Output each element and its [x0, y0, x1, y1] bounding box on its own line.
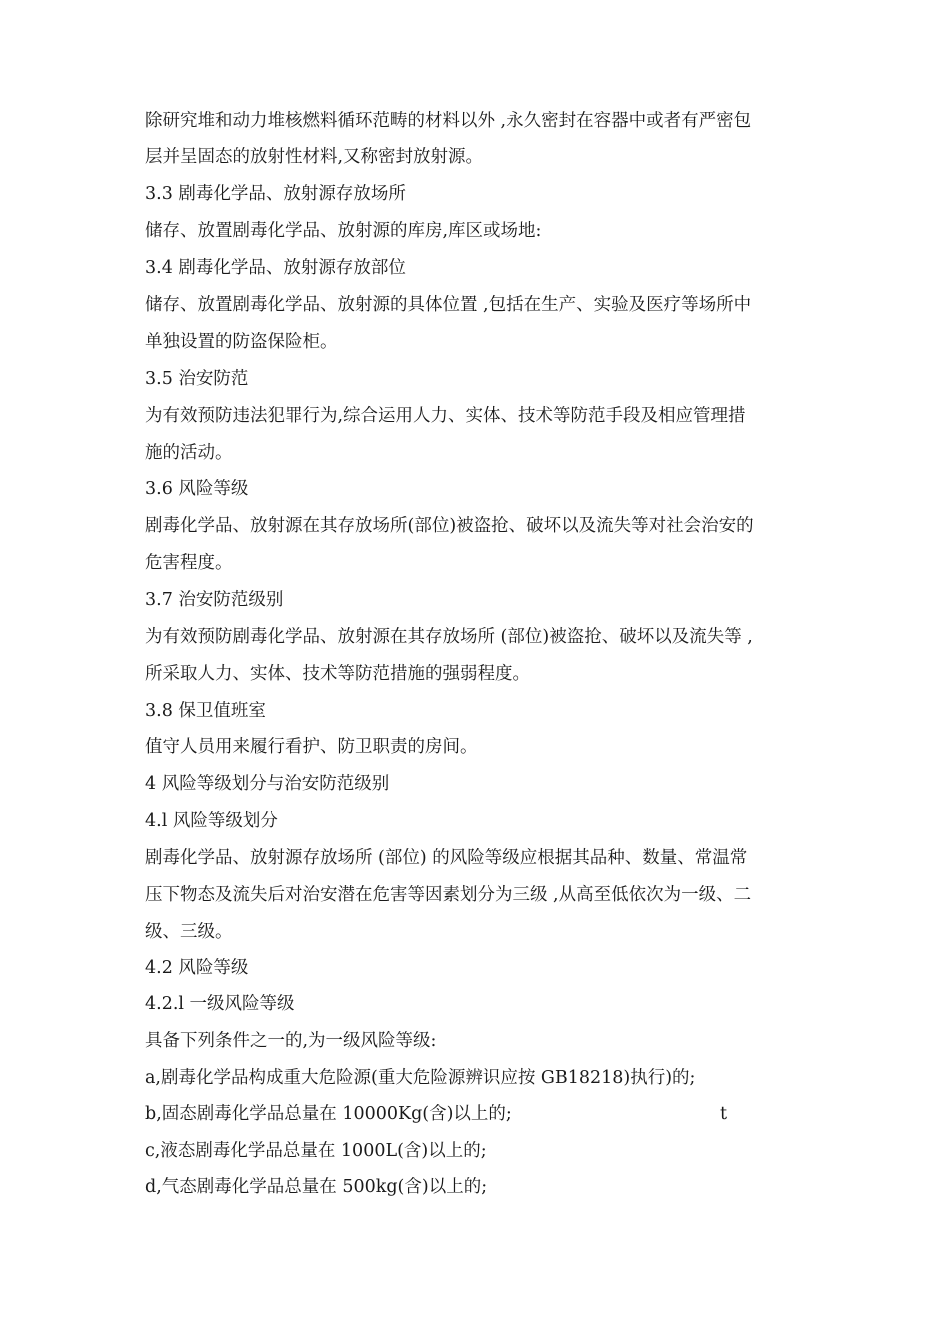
- body-text-line: 级、三级。: [145, 922, 233, 942]
- section-heading: 3.4 剧毒化学品、放射源存放部位: [145, 258, 406, 278]
- section-heading: 4.l 风险等级划分: [145, 811, 278, 831]
- list-item: b,固态剧毒化学品总量在 10000Kg(含)以上的;: [145, 1104, 512, 1124]
- body-text-line: 储存、放置剧毒化学品、放射源的库房,库区或场地:: [145, 221, 542, 241]
- section-heading: 3.5 治安防范: [145, 369, 249, 389]
- body-text-line: 压下物态及流失后对治安潜在危害等因素划分为三级 ,从高至低依次为一级、二: [145, 885, 752, 905]
- list-item: d,气态剧毒化学品总量在 500kg(含)以上的;: [145, 1177, 488, 1197]
- body-text-line: 为有效预防违法犯罪行为,综合运用人力、实体、技术等防范手段及相应管理措: [145, 406, 746, 426]
- body-text-line: 危害程度。: [145, 553, 233, 573]
- list-item: c,液态剧毒化学品总量在 1000L(含)以上的;: [145, 1141, 487, 1161]
- body-text-line: 所采取人力、实体、技术等防范措施的强弱程度。: [145, 664, 530, 684]
- body-text-line: 剧毒化学品、放射源存放场所 (部位) 的风险等级应根据其品种、数量、常温常: [145, 848, 748, 868]
- body-text-line: 剧毒化学品、放射源在其存放场所(部位)被盗抢、破坏以及流失等对社会治安的: [145, 516, 754, 536]
- body-text-line: 为有效预防剧毒化学品、放射源在其存放场所 (部位)被盗抢、破坏以及流失等 ,: [145, 627, 753, 647]
- stray-mark: t: [720, 1104, 728, 1124]
- body-text-line: 具备下列条件之一的,为一级风险等级:: [145, 1031, 437, 1051]
- section-heading: 3.6 风险等级: [145, 479, 249, 499]
- body-text-line: 除研究堆和动力堆核燃料循环范畴的材料以外 ,永久密封在容器中或者有严密包: [145, 111, 752, 131]
- body-text-line: 施的活动。: [145, 443, 233, 463]
- body-text-line: 储存、放置剧毒化学品、放射源的具体位置 ,包括在生产、实验及医疗等场所中: [145, 295, 752, 315]
- body-text-line: 层并呈固态的放射性材料,又称密封放射源。: [145, 147, 484, 167]
- section-heading: 3.7 治安防范级别: [145, 590, 284, 610]
- section-heading: 3.3 剧毒化学品、放射源存放场所: [145, 184, 406, 204]
- body-text-line: 单独设置的防盗保险柜。: [145, 332, 338, 352]
- list-item: a,剧毒化学品构成重大危险源(重大危险源辨识应按 GB18218)执行)的;: [145, 1068, 696, 1088]
- section-heading: 3.8 保卫值班室: [145, 701, 266, 721]
- section-heading: 4.2.l 一级风险等级: [145, 994, 295, 1014]
- section-heading: 4.2 风险等级: [145, 958, 249, 978]
- section-heading: 4 风险等级划分与治安防范级别: [145, 774, 390, 794]
- body-text-line: 值守人员用来履行看护、防卫职责的房间。: [145, 737, 478, 757]
